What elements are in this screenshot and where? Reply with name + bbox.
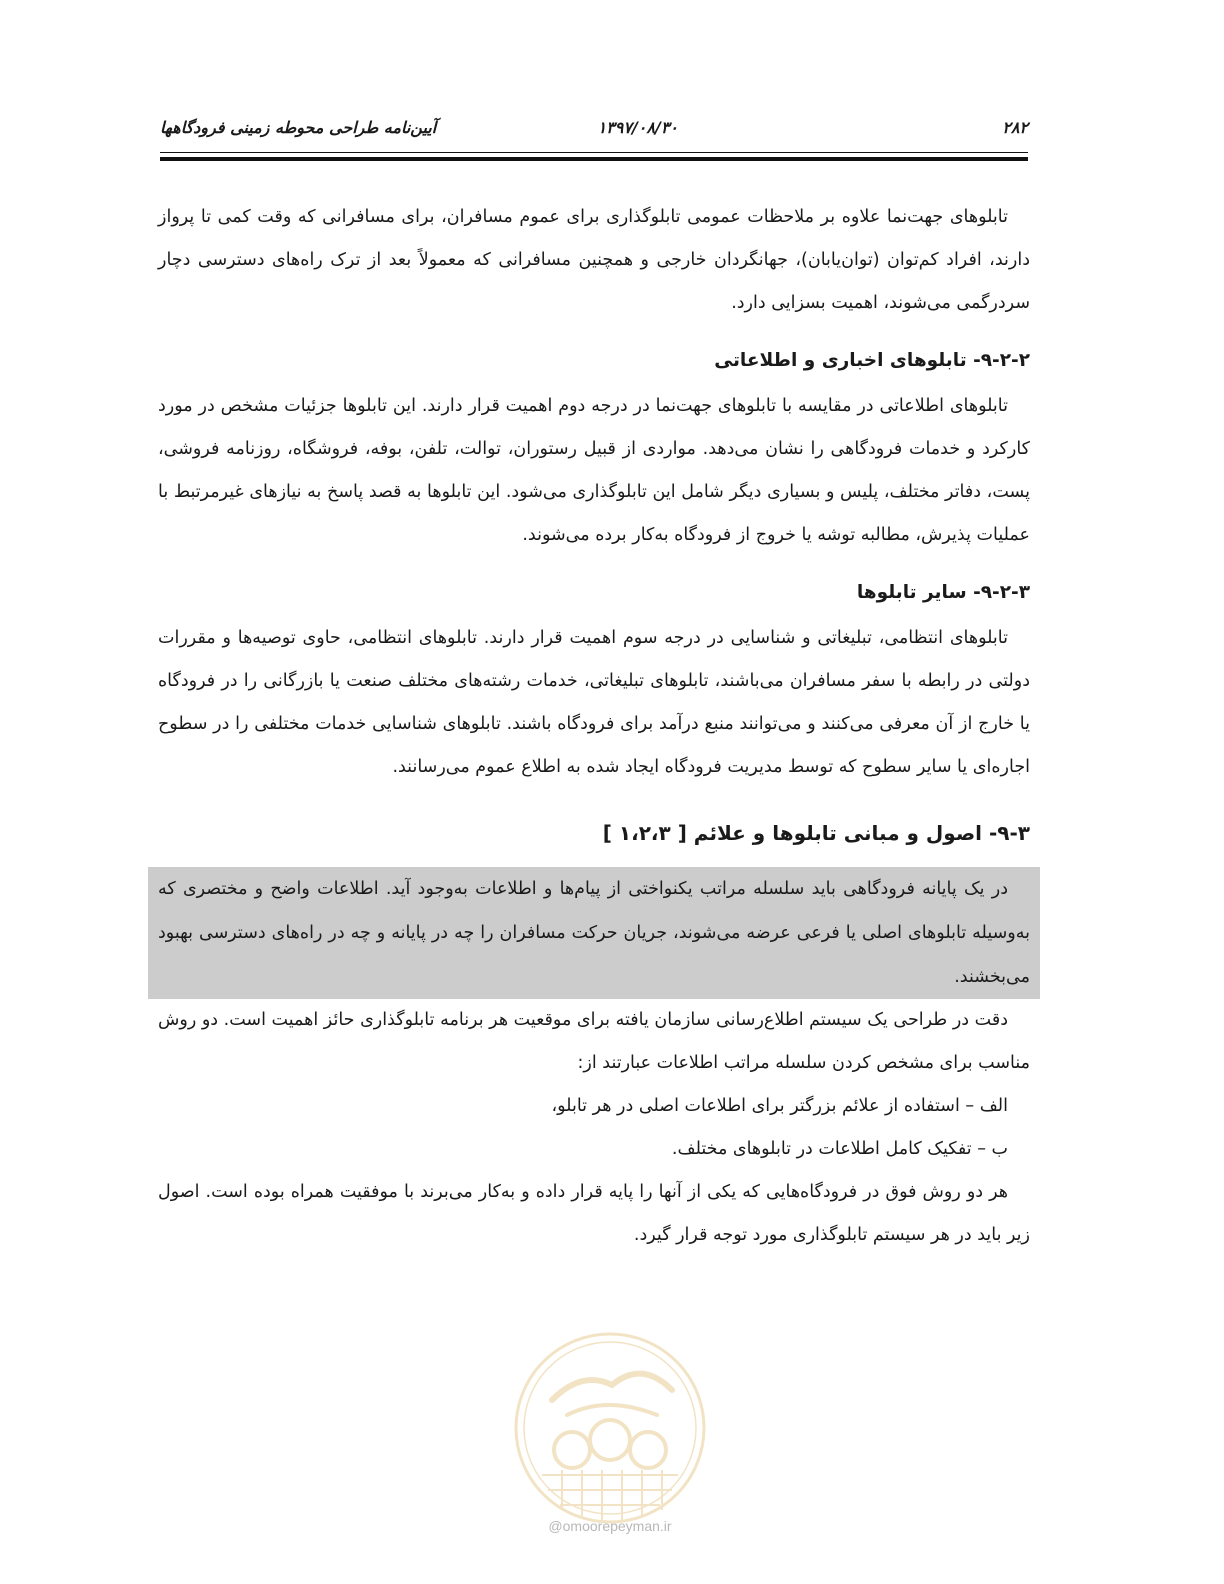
header-rule-thin bbox=[160, 152, 1028, 153]
highlighted-block bbox=[148, 867, 1040, 999]
main-content bbox=[158, 196, 1030, 1257]
paragraph-design-accuracy: دقت در طراحی یک سیستم اطلاع‌رسانی سازمان یافته برای موقعیت هر برنامه تابلوگذاری حائز اهمیت است. دو روش مناسب برای مشخص کردن سلسله مراتب اطلاعات عبارتند از: bbox=[158, 1010, 1030, 1073]
paragraph-hierarchy-highlight: در یک پایانه فرودگاهی باید سلسله مراتب یکنواختی از پیام‌ها و اطلاعات به‌وجود آید. اطلاعات واضح و مختصری که به‌وسیله تابلوهای اصلی یا فرعی عرضه می‌شوند، جریان حرکت مسافران را چه در پایانه و چه در راه‌های دسترسی بهبود می‌بخشند. bbox=[158, 879, 1030, 987]
header-title: آیین‌نامه طراحی محوطه زمینی فرودگاهها bbox=[160, 118, 437, 137]
page-header bbox=[160, 118, 1028, 148]
page-number: ۲۸۲ bbox=[1002, 118, 1028, 137]
paragraph-information-signs: تابلوهای اطلاعاتی در مقایسه با تابلوهای جهت‌نما در درجه دوم اهمیت قرار دارند. این تابلوها جزئیات مشخص در مورد کارکرد و خدمات فرودگاهی را نشان می‌دهد. مواردی از قبیل رستوران، توالت، تلفن، بوفه، فروشگاه، روزنامه فروشی، پست، دفاتر مختلف، پلیس و بسیاری دیگر شامل این تابلوگذاری می‌شود. این تابلوها به قصد پاسخ به نیازهای غیرمرتبط با عملیات پذیرش، مطالبه توشه یا خروج از فرودگاه به‌کار برده می‌شوند. bbox=[158, 396, 1030, 545]
section-heading-9-2-2: ۹-۲-۲- تابلوهای اخباری و اطلاعاتی bbox=[714, 350, 1030, 371]
section-heading-9-2-3: ۹-۲-۳- سایر تابلوها bbox=[856, 582, 1030, 603]
watermark-url: @omoorepeyman.ir bbox=[548, 1518, 672, 1534]
header-date: ۱۳۹۷/۰۸/۳۰ bbox=[597, 118, 678, 137]
list-item-a: الف – استفاده از علائم بزرگتر برای اطلاعات اصلی در هر تابلو، bbox=[551, 1096, 1008, 1116]
list-item-b: ب – تفکیک کامل اطلاعات در تابلوهای مختلف. bbox=[671, 1139, 1008, 1159]
paragraph-wayfinding: تابلوهای جهت‌نما علاوه بر ملاحظات عمومی تابلوگذاری برای عموم مسافران، برای مسافرانی که وقت کمی تا پرواز دارند، افراد کم‌توان (توان‌یابان)، جهانگردان خارجی و همچنین مسافرانی که معمولاً بعد از ترک راه‌های دسترسی دچار سردرگمی می‌شوند، اهمیت بسزایی دارد. bbox=[158, 207, 1030, 313]
paragraph-other-signs: تابلوهای انتظامی، تبلیغاتی و شناسایی در درجه سوم اهمیت قرار دارند. تابلوهای انتظامی، حاوی توصیه‌ها و مقررات دولتی در رابطه با سفر مسافران می‌باشند، تابلوهای تبلیغاتی، خدمات رشته‌های مختلف صنعت یا بازرگانی را در فرودگاه یا خارج از آن معرفی می‌کنند و می‌توانند منبع درآمد برای فرودگاه باشند. تابلوهای شناسایی خدمات مختلفی را در سطوح اجاره‌ای یا سایر سطوح که توسط مدیریت فرودگاه ایجاد شده به اطلاع عموم می‌رسانند. bbox=[158, 628, 1030, 777]
section-heading-9-3: ۹-۳- اصول و مبانی تابلوها و علائم [ ۱،۲،۳ ] bbox=[602, 821, 1030, 845]
watermark-logo-icon bbox=[512, 1330, 708, 1526]
paragraph-principles: هر دو روش فوق در فرودگاه‌هایی که یکی از آنها را پایه قرار داده و به‌کار می‌برند با موفقیت همراه بوده است. اصول زیر باید در هر سیستم تابلوگذاری مورد توجه قرار گیرد. bbox=[158, 1182, 1030, 1245]
header-rule-thick bbox=[160, 157, 1028, 161]
